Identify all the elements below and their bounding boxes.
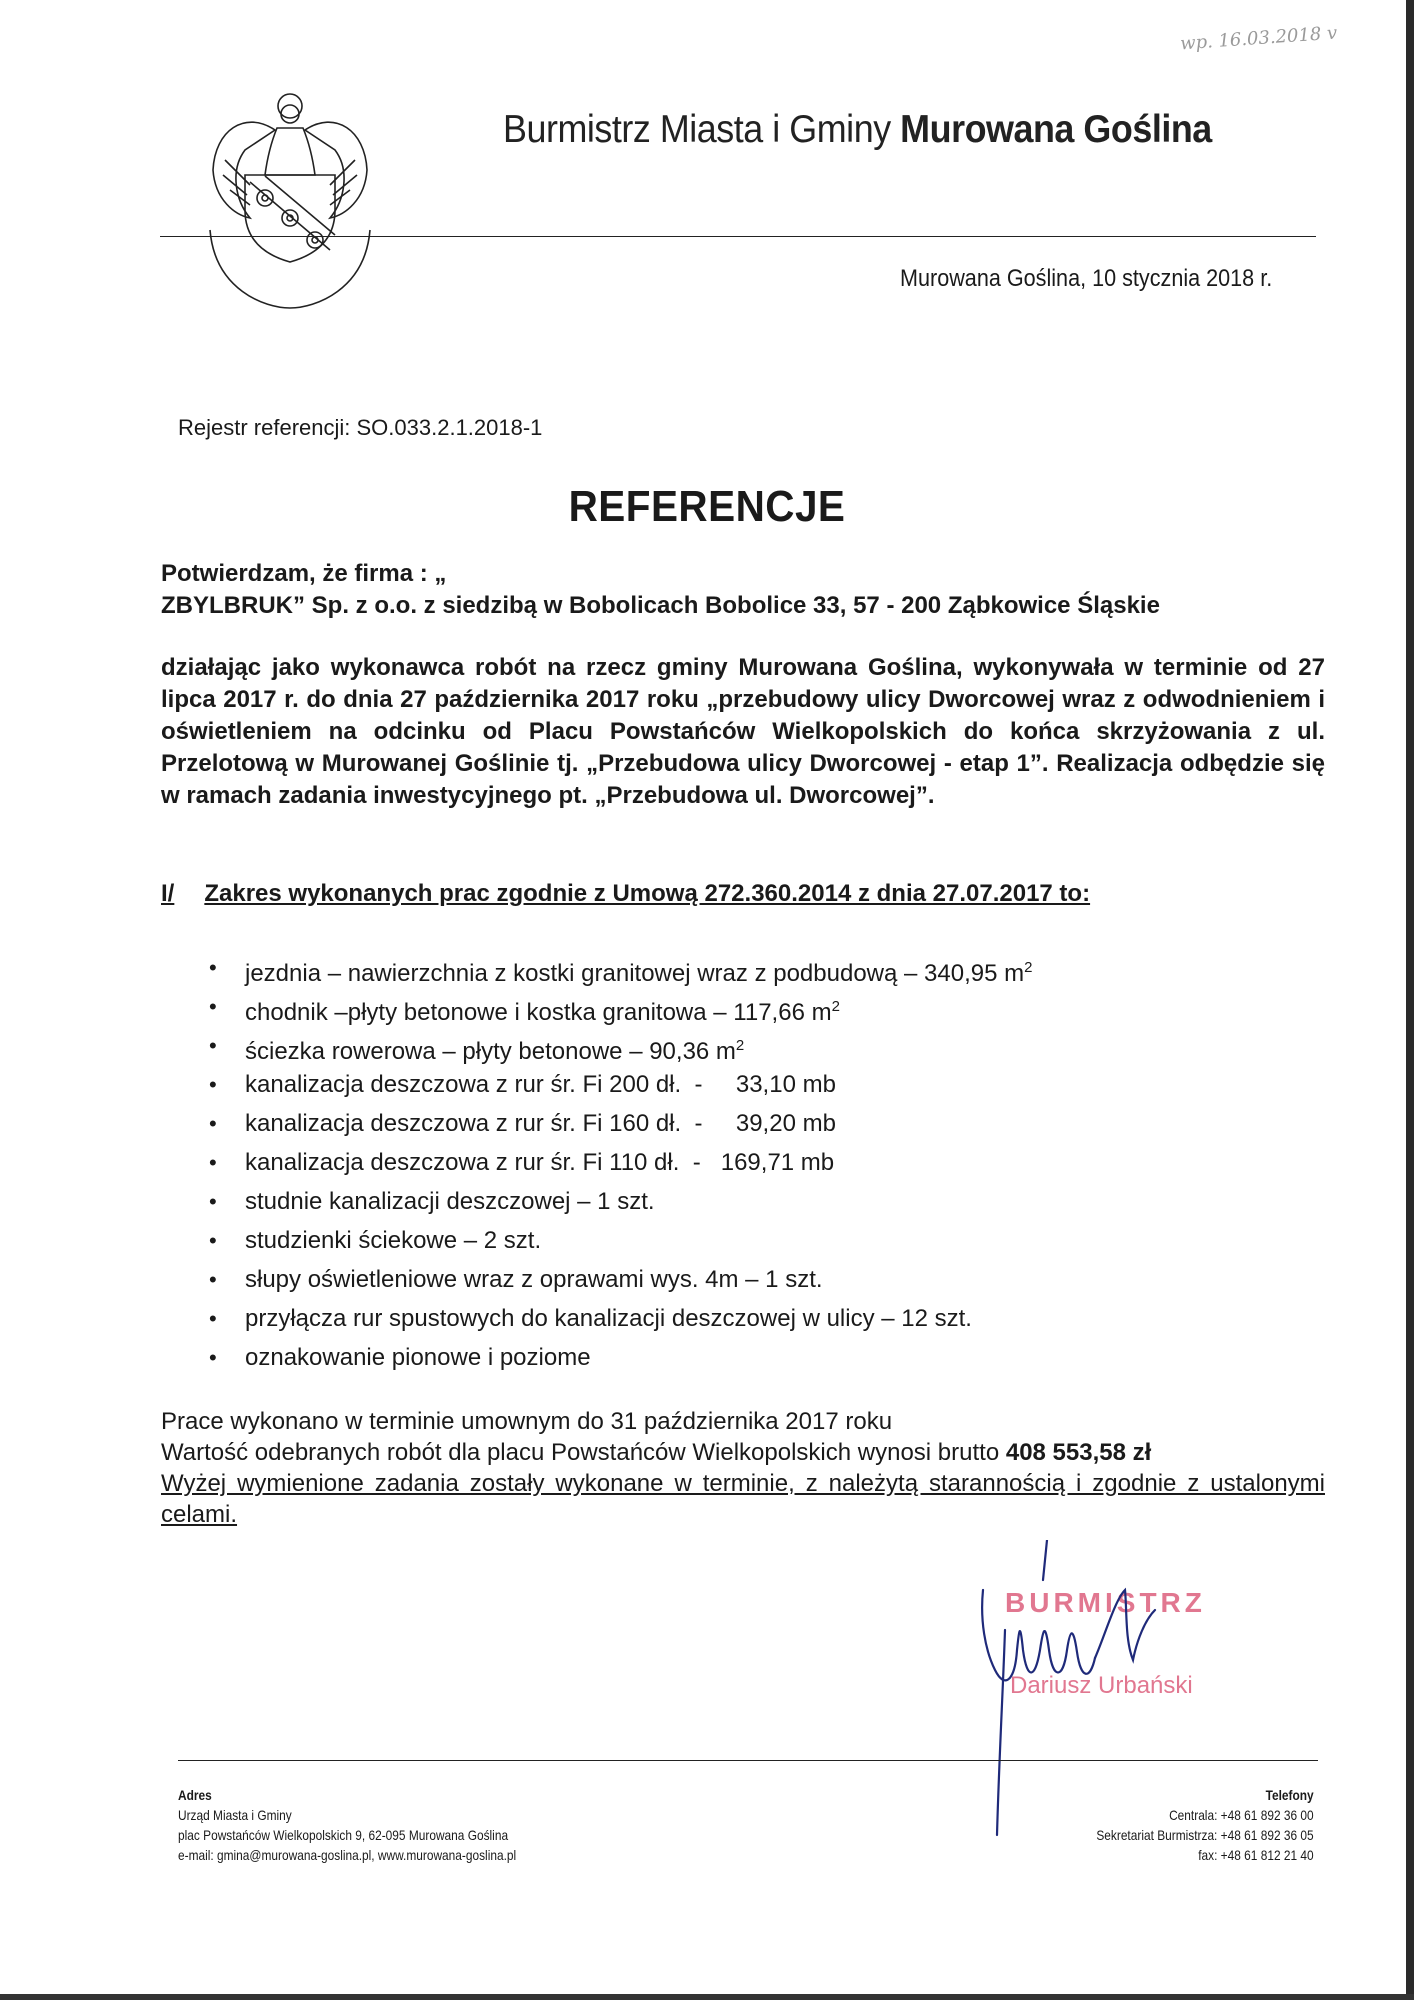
list-item: • chodnik –płyty betonowe i kostka granitowa – 117,66 $m^2$ <box>205 987 1032 1026</box>
section-title: Zakres wykonanych prac zgodnie z Umową 272.360.2014 z dnia 27.07.2017 to: <box>204 880 1091 907</box>
footer-address-line: Urząd Miasta i Gminy <box>178 1807 292 1823</box>
footer-address <box>178 1785 516 1865</box>
list-item: • studnie kanalizacji deszczowej – 1 szt. <box>205 1182 1032 1221</box>
footer-phones-heading: Telefony <box>1265 1787 1314 1803</box>
summary-block <box>161 1406 1325 1530</box>
stamp-title: BURMISTRZ <box>1005 1587 1206 1618</box>
work-scope-list <box>205 948 1032 1377</box>
document-title: REFERENCJE <box>568 482 846 531</box>
intro-paragraph <box>161 558 1325 622</box>
summary-line-1: Prace wykonano w terminie umownym do 31 października 2017 roku <box>161 1408 893 1435</box>
list-item: • słupy oświetleniowe wraz z oprawami wys. 4m – 1 szt. <box>205 1260 1032 1299</box>
list-item: • kanalizacja deszczowa z rur śr. Fi 110 dł. - 169,71 mb <box>205 1143 1032 1182</box>
letterhead-title-bold: Murowana Goślina <box>900 108 1212 151</box>
summary-line-2: Wartość odebranych robót dla placu Powstańców Wielkopolskich wynosi brutto 408 553,58 zł <box>161 1439 1152 1466</box>
list-item: • przyłącza rur spustowych do kanalizacji deszczowej w ulicy – 12 szt. <box>205 1299 1032 1338</box>
section-heading <box>161 880 1090 908</box>
list-item: • kanalizacja deszczowa z rur śr. Fi 160 dł. - 39,20 mb <box>205 1104 1032 1143</box>
header-divider <box>160 236 1316 237</box>
letter-date: Murowana Goślina, 10 stycznia 2018 r. <box>900 265 1273 292</box>
list-item: • ściezka rowerowa – płyty betonowe – 90,36 $m^2$ <box>205 1026 1032 1065</box>
stamp-name: Dariusz Urbański <box>1010 1672 1193 1699</box>
footer-address-line: plac Powstańców Wielkopolskich 9, 62-095 Murowana Goślina <box>178 1827 509 1843</box>
footer-phones <box>1097 1785 1314 1865</box>
body-paragraph: działając jako wykonawca robót na rzecz gminy Murowana Goślina, wykonywała w terminie od 27 lipca 2017 r. do dnia 27 października 2017 roku „przebudowy ulicy Dworcowej wraz z odwodnieniem i oświetleniem na odcinku od Placu Powstańców Wielkopolskich do końca skrzyżowania z ul. Przelotową w Murowanej Goślinie tj. „Przebudowa ulicy Dworcowej - etap 1”. Realizacja odbędzie się w ramach zadania inwestycyjnego pt. „Przebudowa ul. Dworcowej”. <box>161 654 1325 809</box>
intro-line-1: Potwierdzam, że firma : „ <box>161 560 447 587</box>
footer-phone-line: Centrala: +48 61 892 36 00 <box>1169 1807 1314 1823</box>
list-item: • oznakowanie pionowe i poziome <box>205 1338 1032 1377</box>
letterhead-title-regular: Burmistrz Miasta i Gminy <box>503 108 901 151</box>
scan-edge-bottom <box>0 1994 1414 2000</box>
intro-line-2: ZBYLBRUK” Sp. z o.o. z siedzibą w Bobolicach Bobolice 33, 57 - 200 Ząbkowice Śląskie <box>161 592 1160 619</box>
coat-of-arms-icon <box>205 90 375 310</box>
footer-address-heading: Adres <box>178 1787 212 1803</box>
reference-number: Rejestr referencji: SO.033.2.1.2018-1 <box>178 415 543 440</box>
footer-phone-line: Sekretariat Burmistrza: +48 61 892 36 05 <box>1096 1827 1314 1843</box>
summary-line-3: Wyżej wymienione zadania zostały wykonane w terminie, z należytą starannością i zgodnie z ustalonymi celami. <box>161 1470 1325 1528</box>
contract-amount: 408 553,58 zł <box>1005 1439 1152 1466</box>
scan-edge-right <box>1406 0 1414 2000</box>
handwritten-note: wp. 16.03.2018 v <box>1179 22 1338 55</box>
section-number: I/ <box>161 880 175 907</box>
list-item: • kanalizacja deszczowa z rur śr. Fi 200 dł. - 33,10 mb <box>205 1065 1032 1104</box>
footer-address-line: e-mail: gmina@murowana-goslina.pl, www.murowana-goslina.pl <box>178 1847 517 1863</box>
letterhead-title <box>503 108 1212 152</box>
list-item: • studzienki ściekowe – 2 szt. <box>205 1221 1032 1260</box>
list-item: • jezdnia – nawierzchnia z kostki granitowej wraz z podbudową – 340,95 $m^2$ <box>205 948 1032 987</box>
footer-phone-line: fax: +48 61 812 21 40 <box>1198 1847 1314 1863</box>
footer-divider <box>178 1760 1318 1761</box>
